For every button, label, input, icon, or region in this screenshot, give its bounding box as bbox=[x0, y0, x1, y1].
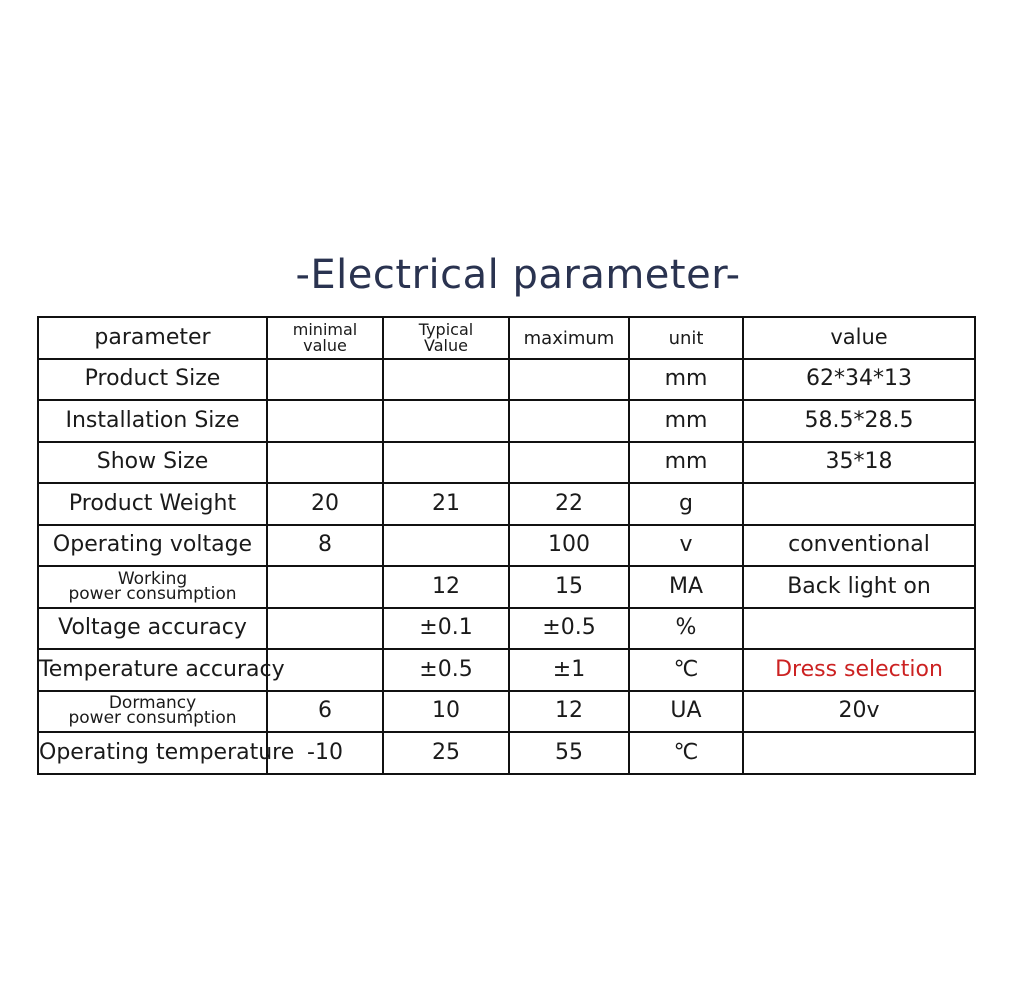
cell-unit: ℃ bbox=[629, 649, 743, 691]
cell-max bbox=[509, 359, 629, 401]
table-row bbox=[38, 525, 975, 567]
cell-max bbox=[509, 400, 629, 442]
cell-max: 55 bbox=[509, 732, 629, 774]
cell-typical: ±0.5 bbox=[383, 649, 509, 691]
cell-min bbox=[267, 566, 383, 608]
cell-max: 15 bbox=[509, 566, 629, 608]
cell-value bbox=[743, 608, 975, 650]
cell-parameter: Working power consumption bbox=[38, 566, 267, 608]
header-typical-value: Typical Value bbox=[383, 317, 509, 359]
cell-parameter: Product Size bbox=[38, 359, 267, 401]
cell-typical bbox=[383, 359, 509, 401]
cell-parameter: Installation Size bbox=[38, 400, 267, 442]
cell-parameter: Show Size bbox=[38, 442, 267, 484]
cell-parameter: Operating voltage bbox=[38, 525, 267, 567]
page-title: -Electrical parameter- bbox=[295, 252, 741, 298]
header-unit: unit bbox=[629, 317, 743, 359]
cell-value: conventional bbox=[743, 525, 975, 567]
header-maximum: maximum bbox=[509, 317, 629, 359]
header-value: value bbox=[743, 317, 975, 359]
cell-unit: UA bbox=[629, 691, 743, 733]
cell-min: -10 bbox=[267, 732, 383, 774]
cell-unit: ℃ bbox=[629, 732, 743, 774]
cell-unit: % bbox=[629, 608, 743, 650]
cell-unit: MA bbox=[629, 566, 743, 608]
table-row bbox=[38, 649, 975, 691]
cell-max: 100 bbox=[509, 525, 629, 567]
cell-typical: 10 bbox=[383, 691, 509, 733]
cell-parameter: Product Weight bbox=[38, 483, 267, 525]
cell-min: 6 bbox=[267, 691, 383, 733]
table-row bbox=[38, 608, 975, 650]
cell-max: 22 bbox=[509, 483, 629, 525]
table-row bbox=[38, 483, 975, 525]
cell-typical bbox=[383, 525, 509, 567]
cell-typical: 21 bbox=[383, 483, 509, 525]
table-row bbox=[38, 566, 975, 608]
cell-typical bbox=[383, 400, 509, 442]
cell-min bbox=[267, 608, 383, 650]
cell-parameter: Temperature accuracy bbox=[38, 649, 267, 691]
cell-value: Back light on bbox=[743, 566, 975, 608]
cell-min: 20 bbox=[267, 483, 383, 525]
cell-typical bbox=[383, 442, 509, 484]
cell-max bbox=[509, 442, 629, 484]
header-minimal-value: minimal value bbox=[267, 317, 383, 359]
electrical-parameter-table bbox=[37, 316, 976, 775]
cell-value: 20v bbox=[743, 691, 975, 733]
cell-max: 12 bbox=[509, 691, 629, 733]
cell-min bbox=[267, 442, 383, 484]
cell-unit: mm bbox=[629, 400, 743, 442]
table-row bbox=[38, 442, 975, 484]
cell-min bbox=[267, 359, 383, 401]
cell-value: Dress selection bbox=[743, 649, 975, 691]
cell-max: ±0.5 bbox=[509, 608, 629, 650]
cell-value bbox=[743, 732, 975, 774]
cell-value: 62*34*13 bbox=[743, 359, 975, 401]
table-row bbox=[38, 359, 975, 401]
cell-parameter: Dormancy power consumption bbox=[38, 691, 267, 733]
cell-unit: mm bbox=[629, 442, 743, 484]
table-row bbox=[38, 691, 975, 733]
cell-typical: 25 bbox=[383, 732, 509, 774]
cell-min bbox=[267, 400, 383, 442]
table-row bbox=[38, 400, 975, 442]
cell-min: 8 bbox=[267, 525, 383, 567]
cell-unit: mm bbox=[629, 359, 743, 401]
cell-value bbox=[743, 483, 975, 525]
table-header-row bbox=[38, 317, 975, 359]
cell-max: ±1 bbox=[509, 649, 629, 691]
cell-unit: v bbox=[629, 525, 743, 567]
header-parameter: parameter bbox=[38, 317, 267, 359]
cell-value: 35*18 bbox=[743, 442, 975, 484]
cell-parameter: Operating temperature bbox=[38, 732, 267, 774]
table-row bbox=[38, 732, 975, 774]
cell-unit: g bbox=[629, 483, 743, 525]
cell-parameter: Voltage accuracy bbox=[38, 608, 267, 650]
cell-typical: 12 bbox=[383, 566, 509, 608]
cell-typical: ±0.1 bbox=[383, 608, 509, 650]
cell-value: 58.5*28.5 bbox=[743, 400, 975, 442]
